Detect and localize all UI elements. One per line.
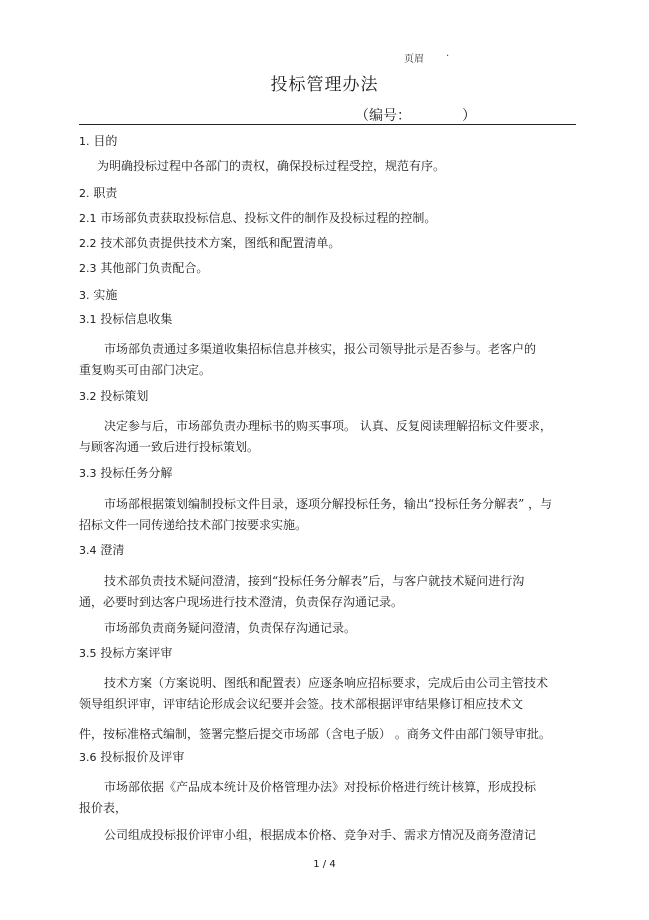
title-rule <box>79 124 576 125</box>
section-heading-3-1: 3.1 投标信息收集 <box>79 312 173 326</box>
section-heading-3: 3. 实施 <box>79 288 118 302</box>
section-heading-2: 2. 职责 <box>79 186 118 200</box>
paragraph-3-5-line2: 领导组织评审，评审结论形成会议纪要并会签。技术部根据评审结果修订相应技术文 <box>79 697 524 711</box>
paragraph-3-2-line2: 与顾客沟通一致后进行投标策划。 <box>79 440 260 454</box>
page-header-dot: . <box>446 48 450 59</box>
section-heading-3-6: 3.6 投标报价及评审 <box>79 750 185 764</box>
section-heading-1: 1. 目的 <box>79 134 118 148</box>
paragraph-3-5-line3: 件，按标准格式编制，签署完整后提交市场部（含电子版） 。商务文件由部门领导审批。 <box>79 727 551 741</box>
paragraph-3-6-line1: 市场部依据《产品成本统计及价格管理办法》对投标价格进行统计核算，形成投标 <box>104 780 537 794</box>
paragraph-3-3-line2: 招标文件一同传递给技术部门按要求实施。 <box>79 518 308 532</box>
section-heading-2-3: 2.3 其他部门负责配合。 <box>79 261 209 275</box>
doc-number-label: （编号： <box>355 108 411 124</box>
doc-number-close: ） <box>462 108 476 124</box>
paragraph-3-1-line2: 重复购买可由部门决定。 <box>79 363 212 377</box>
section-heading-3-3: 3.3 投标任务分解 <box>79 466 173 480</box>
page-number: 1 / 4 <box>313 859 336 870</box>
section-heading-3-2: 3.2 投标策划 <box>79 389 149 403</box>
paragraph-3-2-line1: 决定参与后，市场部负责办理标书的购买事项。 认真、反复阅读理解招标文件要求， <box>104 419 552 433</box>
document-title: 投标管理办法 <box>270 75 379 95</box>
paragraph-3-3-line1: 市场部根据策划编制投标文件目录，逐项分解投标任务，输出“投标任务分解表” ，与 <box>104 497 553 511</box>
section-heading-2-2: 2.2 技术部负责提供技术方案，图纸和配置清单。 <box>79 236 341 250</box>
paragraph-3-1-line1: 市场部负责通过多渠道收集招标信息并核实，报公司领导批示是否参与。老客户的 <box>104 342 537 356</box>
paragraph-3-4-line1: 技术部负责技术疑问澄清，接到“投标任务分解表”后，与客户就技术疑问进行沟 <box>104 574 525 588</box>
paragraph-3-6-line3: 公司组成投标报价评审小组，根据成本价格、竞争对手、需求方情况及商务澄清记 <box>104 828 537 842</box>
section-heading-2-1: 2.1 市场部负责获取投标信息、投标文件的制作及投标过程的控制。 <box>79 211 437 225</box>
paragraph-3-4-line3: 市场部负责商务疑问澄清，负责保存沟通记录。 <box>104 621 357 635</box>
page-header-label: 页眉 <box>404 54 424 65</box>
paragraph-3-5-line1: 技术方案（方案说明、图纸和配置表）应逐条响应招标要求，完成后由公司主管技术 <box>104 676 549 690</box>
section-heading-3-4: 3.4 澄清 <box>79 543 125 557</box>
section-heading-3-5: 3.5 投标方案评审 <box>79 646 173 660</box>
paragraph-purpose: 为明确投标过程中各部门的责权，确保投标过程受控，规范有序。 <box>97 159 446 173</box>
paragraph-3-4-line2: 通，必要时到达客户现场进行技术澄清，负责保存沟通记录。 <box>79 595 404 609</box>
paragraph-3-6-line2: 报价表， <box>79 801 128 815</box>
